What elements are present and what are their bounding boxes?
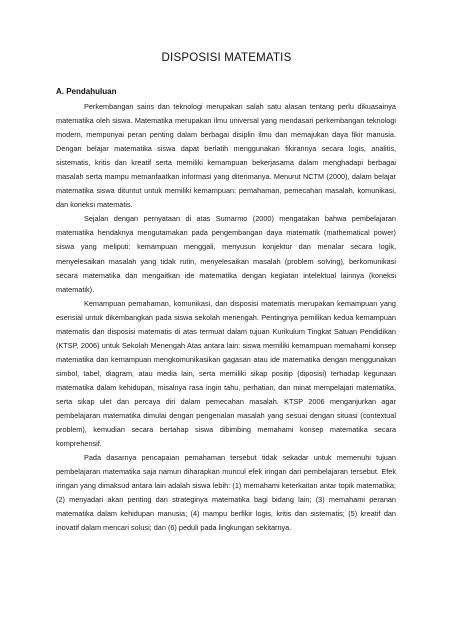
paragraph: Perkembangan sains dan teknologi merupakan salah satu alasan tentang perlu dikuasainya matematika oleh siswa. Matematika merupakan ilmu universal yang mendasari perkembangan teknologi modern, mempunyai peran penting dalam berbagai disiplin ilmu dan memajukan daya fikir manusia. Dengan belajar matematika siswa dapat berlatih menggunakan fikirannya secara logis, analitis, sistematis, kritis dan kreatif serta memiliki kemampuan bekerjasama dalam menghadapi berbagai masalah serta mampu memanfaatkan informasi yang diterimanya. Menurut NCTM (2000), dalam belajar matematika siswa dituntut untuk memiliki kemampuan: pemahaman, pemecahan masalah, komunikasi, dan koneksi matematis. <box>56 102 396 210</box>
document-title: DISPOSISI MATEMATIS <box>161 52 292 64</box>
section-heading: A. Pendahuluan <box>56 87 117 96</box>
paragraph: Sejalan dengan pernyataan di atas Sumarmo (2000) mengatakan bahwa pembelajaran matematika hendaknya mengutamakan pada pengembangan daya matematik (mathematical power) siswa yang meliputi: kemampuan menggali, menyusun konjektur dan menalar secara logik, menyelesaikan masalah yang tidak rutin, menyelesaikan masalah (problem solving), berkomunikasi secara matematika dan mengaitkan ide matematika dengan kegiatan intelektual lainnya (koneksi matematik). <box>56 214 396 294</box>
document-body <box>56 100 396 535</box>
paragraph: Kemampuan pemahaman, komunikasi, dan disposisi matematis merupakan kemampuan yang esensial untuk dikembangkan pada siswa sekolah menengah. Pentingnya pemilikan kedua kemampuan matematis dan disposisi matematis di atas termuat dalam tujuan Kurikulum Tingkat Satuan Pendidikan (KTSP, 2006) untuk Sekolah Menengah Atas antara lain: siswa memiliki kemampuan memahami konsep matematika dan kemampuan mengkomunikasikan gagasan atau ide matematika dengan menggunakan simbol, tabel, diagram, atau media lain, serta memiliki sikap positip (diposisi) terhadap kegunaan matematika dalam kehidupan, misalnya rasa ingin tahu, perhatian, dan minat mempelajari matematika, serta sikap ulet dan percaya diri dalam pemecahan masalah. KTSP 2006 menganjurkan agar pembelajaran matematika dimulai dengan pengenalan masalah yang sesuai dengan situasi (contextual problem), kemudian secara bertahap siswa dibimbing memahami konsep matematika secara komprehensif. <box>56 298 396 449</box>
paragraph: Pada dasarnya pencapaian pemahaman tersebut tidak sekadar untuk memenuhi tujuan pembelajaran matematika saja namun diharapkan muncul efek iringan dari pembelajaran tersebut. Efek iringan yang dimaksud antara lain adalah siswa lebih: (1) memahami keterkaitan antar topik matematika; (2) menyadari akan penting dan strateginya matematika bagi bidang lain; (3) memahami peranan matematika dalam kehidupan manusia; (4) mampu berfikir logis, kritis dan sistematis; (5) kreatif dan inovatif dalam mencari solusi; dan (6) peduli pada lingkungan sekitarnya. <box>56 453 396 533</box>
